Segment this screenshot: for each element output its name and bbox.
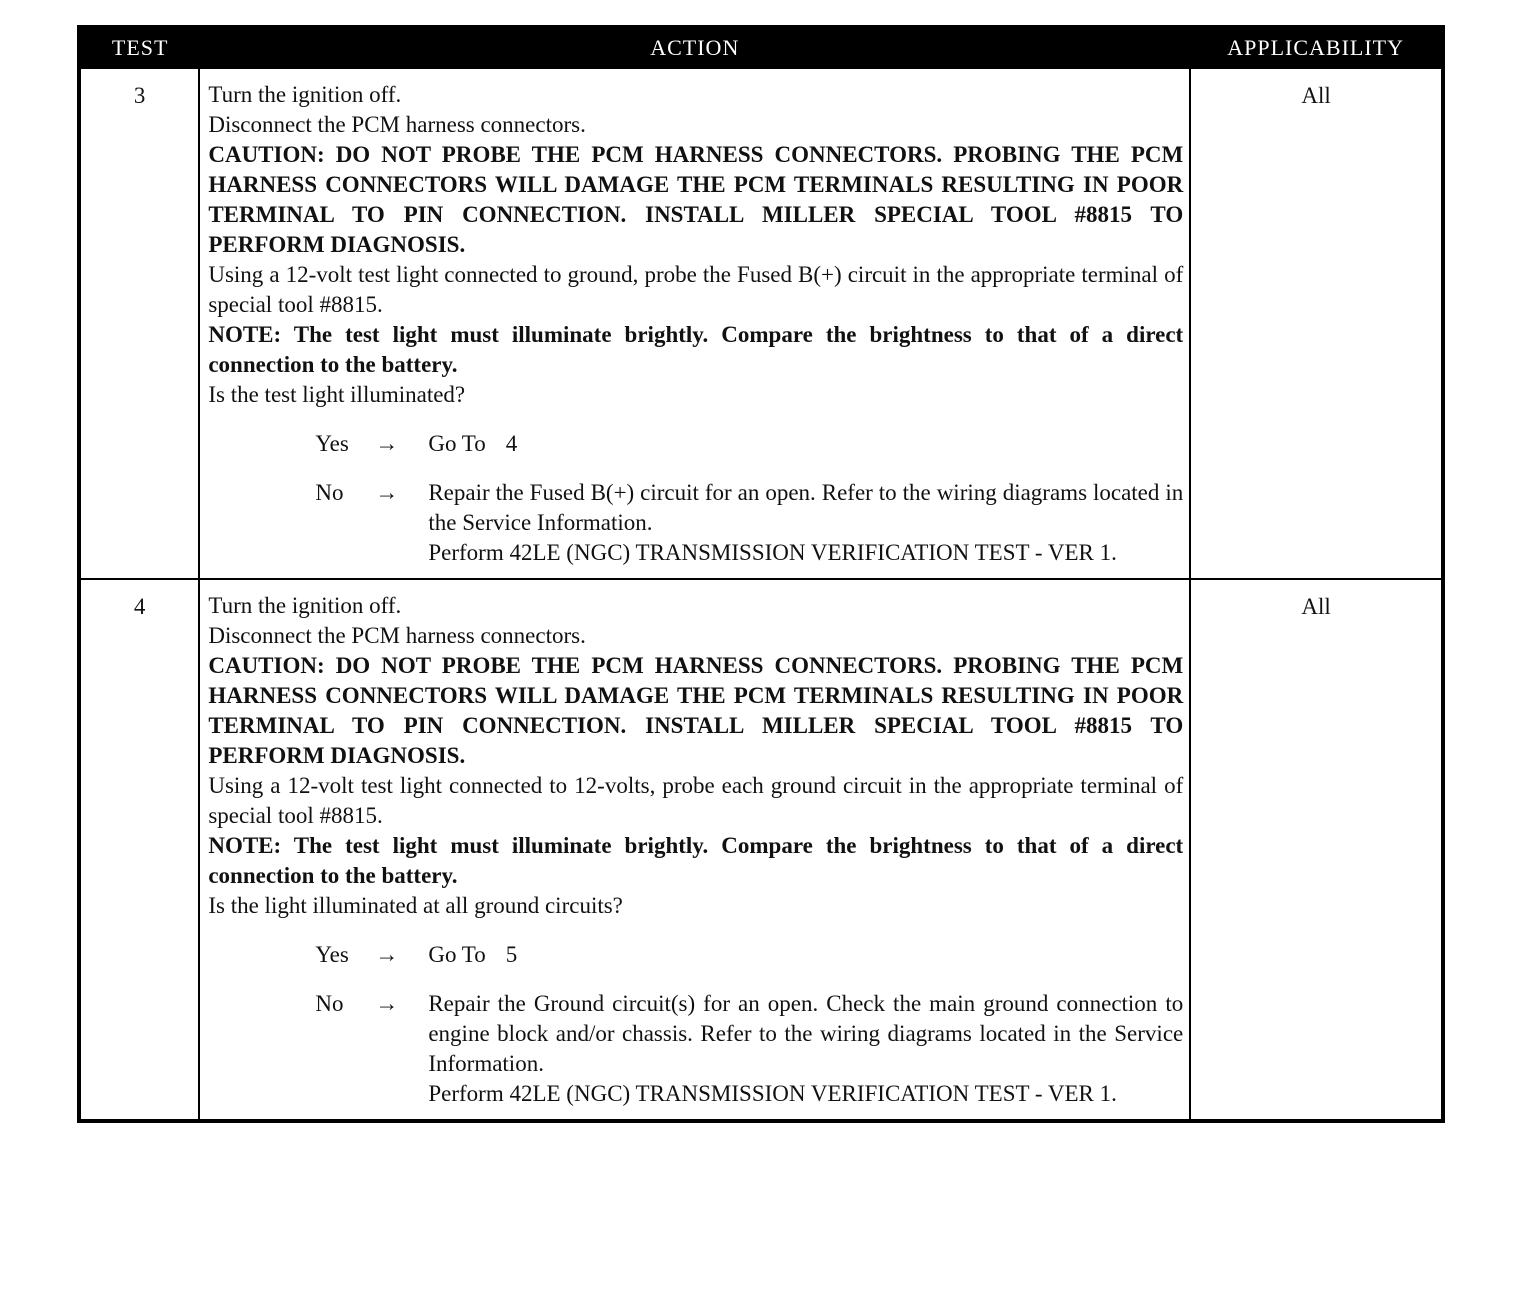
action-cell <box>199 68 1190 579</box>
no-result <box>428 478 1183 568</box>
verification-test-link[interactable]: Perform 42LE (NGC) TRANSMISSION VERIFICATION TEST - VER 1. <box>428 1081 1117 1106</box>
no-label: No <box>315 991 344 1016</box>
goto-text: Go To <box>428 942 486 967</box>
caution-text: CAUTION: DO NOT PROBE THE PCM HARNESS CONNECTORS. PROBING THE PCM HARNESS CONNECTORS WILL DAMAGE THE PCM TERMINALS RESULTING IN POOR TERMINAL TO PIN CONNECTION. INSTALL MILLER SPECIAL TOOL #8815 TO PERFORM DIAGNOSIS. <box>208 653 1184 768</box>
no-label: No <box>315 480 344 505</box>
goto-text: Go To <box>428 431 486 456</box>
test-instruction: Using a 12-volt test light connected to 12-volts, probe each ground circuit in the appropriate terminal of special tool #8815. <box>208 773 1184 828</box>
yes-branch <box>315 429 1183 459</box>
header-applicability: APPLICABILITY <box>1190 27 1443 68</box>
arrow-right-icon: → <box>375 991 399 1016</box>
header-action: ACTION <box>199 27 1190 68</box>
applicability-value: All <box>1190 579 1443 1121</box>
table-header-row <box>79 27 1443 68</box>
note-text: NOTE: The test light must illuminate brightly. Compare the brightness to that of a direct connection to the battery. <box>208 833 1184 888</box>
action-step: Turn the ignition off. <box>208 82 402 107</box>
applicability-value: All <box>1190 68 1443 579</box>
no-branch <box>315 989 1183 1109</box>
table-row <box>79 68 1443 579</box>
diagnostic-test-table <box>77 25 1445 1123</box>
test-number: 3 <box>79 68 199 579</box>
test-question: Is the light illuminated at all ground circuits? <box>208 893 623 918</box>
yes-result <box>428 940 1183 970</box>
yes-label: Yes <box>315 431 349 456</box>
caution-text: CAUTION: DO NOT PROBE THE PCM HARNESS CONNECTORS. PROBING THE PCM HARNESS CONNECTORS WILL DAMAGE THE PCM TERMINALS RESULTING IN POOR TERMINAL TO PIN CONNECTION. INSTALL MILLER SPECIAL TOOL #8815 TO PERFORM DIAGNOSIS. <box>208 142 1184 257</box>
arrow-right-icon: → <box>375 431 399 456</box>
action-step: Turn the ignition off. <box>208 593 402 618</box>
no-result <box>428 989 1183 1109</box>
action-step: Disconnect the PCM harness connectors. <box>208 112 586 137</box>
table-row <box>79 579 1443 1121</box>
goto-test-link[interactable]: 5 <box>505 942 518 967</box>
test-question: Is the test light illuminated? <box>208 382 466 407</box>
arrow-right-icon: → <box>375 480 399 505</box>
note-text: NOTE: The test light must illuminate brightly. Compare the brightness to that of a direct connection to the battery. <box>208 322 1184 377</box>
test-number: 4 <box>79 579 199 1121</box>
repair-instruction: Repair the Fused B(+) circuit for an open. Refer to the wiring diagrams located in the Service Information. <box>428 480 1184 535</box>
action-cell <box>199 579 1190 1121</box>
action-step: Disconnect the PCM harness connectors. <box>208 623 586 648</box>
verification-test-link[interactable]: Perform 42LE (NGC) TRANSMISSION VERIFICATION TEST - VER 1. <box>428 540 1117 565</box>
arrow-right-icon: → <box>375 942 399 967</box>
no-branch <box>315 478 1183 568</box>
goto-test-link[interactable]: 4 <box>505 431 518 456</box>
test-instruction: Using a 12-volt test light connected to ground, probe the Fused B(+) circuit in the appropriate terminal of special tool #8815. <box>208 262 1184 317</box>
repair-instruction: Repair the Ground circuit(s) for an open. Check the main ground connection to engine block and/or chassis. Refer to the wiring diagrams located in the Service Information. <box>428 991 1184 1076</box>
yes-label: Yes <box>315 942 349 967</box>
answer-branches <box>315 940 1183 1109</box>
yes-result <box>428 429 1183 459</box>
header-test: TEST <box>79 27 199 68</box>
yes-branch <box>315 940 1183 970</box>
answer-branches <box>315 429 1183 568</box>
